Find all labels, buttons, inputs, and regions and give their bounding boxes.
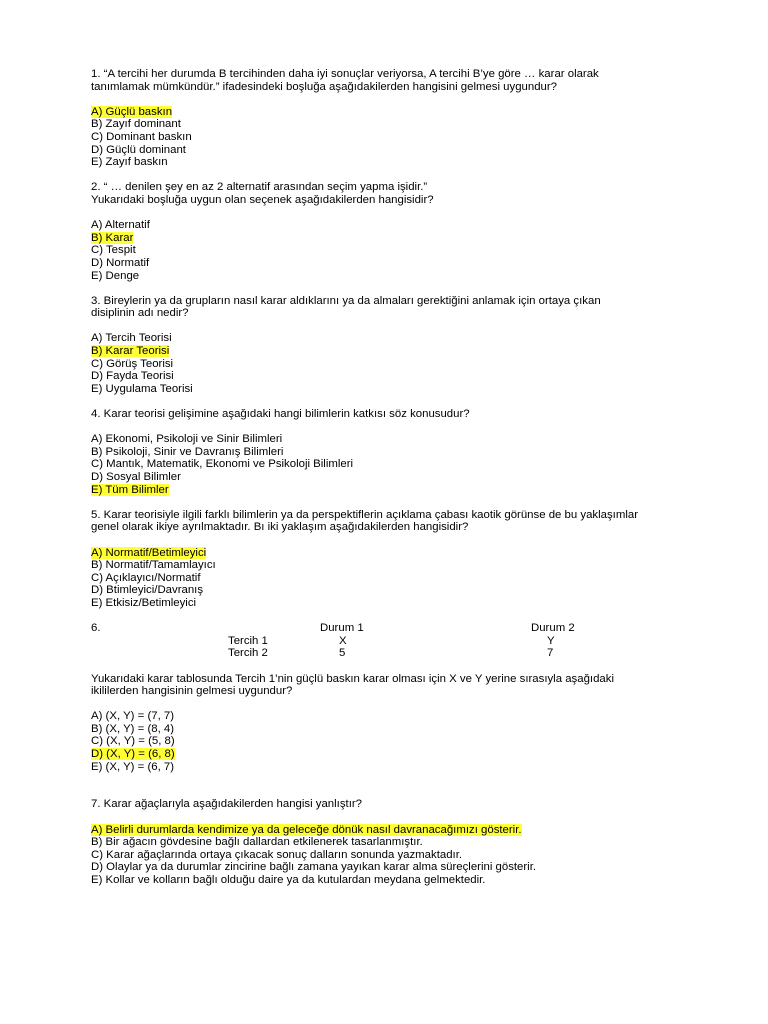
options-list xyxy=(91,824,691,887)
question-5 xyxy=(91,509,691,610)
table-cell: X xyxy=(339,634,347,647)
table-cell: 7 xyxy=(547,647,554,660)
question-stem: 4. Karar teorisi gelişimine aşağıdaki hangi bilimlerin katkısı söz konusudur? xyxy=(91,408,470,421)
option-e: E) Uygulama Teorisi xyxy=(91,382,193,395)
option-e: E) Zayıf baskın xyxy=(91,156,168,169)
option-b: B) (X, Y) = (8, 4) xyxy=(91,722,175,735)
table-row-label: Tercih 1 xyxy=(228,634,268,647)
option-a-highlighted: A) Belirli durumlarda kendimize ya da geleceğe dönük nasıl davranacağımızı gösterir. xyxy=(91,823,522,836)
question-stem: 3. Bireylerin ya da grupların nasıl karar aldıklarını ya da almaları gerektiğini anlamak için ortaya çıkan disiplinin adı nedir? xyxy=(91,294,601,320)
option-c: C) Karar ağaçlarında ortaya çıkacak sonuç dalların sonunda yazmaktadır. xyxy=(91,848,463,861)
question-number: 6. xyxy=(91,622,101,635)
option-c: C) Açıklayıcı/Normatif xyxy=(91,571,201,584)
option-a: A) Tercih Teorisi xyxy=(91,332,172,345)
question-stem: 7. Karar ağaçlarıyla aşağıdakilerden hangisi yanlıştır? xyxy=(91,798,362,811)
option-e: E) Etkisiz/Betimleyici xyxy=(91,596,197,609)
options-list xyxy=(91,106,691,169)
question-stem: 1. “A tercihi her durumda B tercihinden daha iyi sonuçlar veriyorsa, A tercihi B’ye göre … karar olarak tanımlamak mümkündür.” ifadesindeki boşluğa aşağıdakilerden hangisini gelmesi uygundur? xyxy=(91,68,599,93)
table-cell: Y xyxy=(547,634,555,647)
options-list xyxy=(91,547,691,610)
question-stem: 5. Karar teorisiyle ilgili farklı bilimlerin ya da perspektiflerin açıklama çabası kaotik görünse de bu yaklaşımlar genel olarak ikiye ayrılmaktadır. Bı iki yaklaşım aşağıdakilerden hangisidir? xyxy=(91,508,638,534)
question-7 xyxy=(91,798,691,886)
document-page xyxy=(91,68,691,899)
option-e: E) (X, Y) = (6, 7) xyxy=(91,760,175,773)
option-d: D) Güçlü dominant xyxy=(91,143,186,156)
option-c: C) Dominant baskın xyxy=(91,130,192,143)
question-4 xyxy=(91,408,691,496)
option-a: A) Ekonomi, Psikoloji ve Sinir Bilimleri xyxy=(91,433,283,446)
question-2 xyxy=(91,181,691,282)
option-c: C) (X, Y) = (5, 8) xyxy=(91,735,175,748)
option-e-highlighted: E) Tüm Bilimler xyxy=(91,483,169,496)
option-b-highlighted: B) Karar xyxy=(91,231,134,244)
option-d: D) Btimleyici/Davranış xyxy=(91,584,204,597)
option-b: B) Bir ağacın gövdesine bağlı dallardan etkilenerek tasarlanmıştır. xyxy=(91,836,423,849)
option-d-highlighted: D) (X, Y) = (6, 8) xyxy=(91,748,175,761)
table-row-label: Tercih 2 xyxy=(228,647,268,660)
option-a-highlighted: A) Normatif/Betimleyici xyxy=(91,546,207,559)
option-c: C) Görüş Teorisi xyxy=(91,357,174,370)
table-header-durum-2: Durum 2 xyxy=(531,622,575,635)
option-d: D) Olaylar ya da durumlar zincirine bağlı zamana yayıkan karar alma süreçlerini gösterir. xyxy=(91,861,537,874)
option-a-highlighted: A) Güçlü baskın xyxy=(91,105,173,118)
decision-table xyxy=(91,622,691,660)
question-stem: Yukarıdaki karar tablosunda Tercih 1’nin güçlü baskın karar olması için X ve Y yerine sırasıyla aşağıdaki ikililerden hangisinin gelmesi uygundur? xyxy=(91,672,614,698)
option-c: C) Tespit xyxy=(91,244,136,257)
options-list xyxy=(91,433,691,496)
option-d: D) Sosyal Bilimler xyxy=(91,471,181,483)
option-c: C) Mantık, Matematik, Ekonomi ve Psikoloji Bilimleri xyxy=(91,458,354,471)
option-d: D) Normatif xyxy=(91,256,150,269)
option-e: E) Denge xyxy=(91,269,140,282)
option-a: A) Alternatif xyxy=(91,219,150,232)
option-d: D) Fayda Teorisi xyxy=(91,370,174,383)
option-b: B) Psikoloji, Sinir ve Davranış Bilimleri xyxy=(91,445,284,458)
table-cell: 5 xyxy=(339,647,346,660)
option-b: B) Zayıf dominant xyxy=(91,118,181,131)
question-stem: 2. “ … denilen şey en az 2 alternatif arasından seçim yapma işidir.” Yukarıdaki boşluğa uygun olan seçenek aşağıdakilerden hangisidir? xyxy=(91,181,434,206)
option-e: E) Kollar ve kolların bağlı olduğu daire ya da kutulardan meydana gelmektedir. xyxy=(91,874,486,887)
question-1 xyxy=(91,68,691,169)
option-b-highlighted: B) Karar Teorisi xyxy=(91,345,170,358)
option-b: B) Normatif/Tamamlayıcı xyxy=(91,559,216,572)
table-header-durum-1: Durum 1 xyxy=(320,622,364,635)
question-3 xyxy=(91,295,691,396)
option-a: A) (X, Y) = (7, 7) xyxy=(91,710,175,723)
options-list xyxy=(91,219,691,282)
question-6 xyxy=(91,622,691,773)
options-list xyxy=(91,710,691,773)
options-list xyxy=(91,332,691,395)
